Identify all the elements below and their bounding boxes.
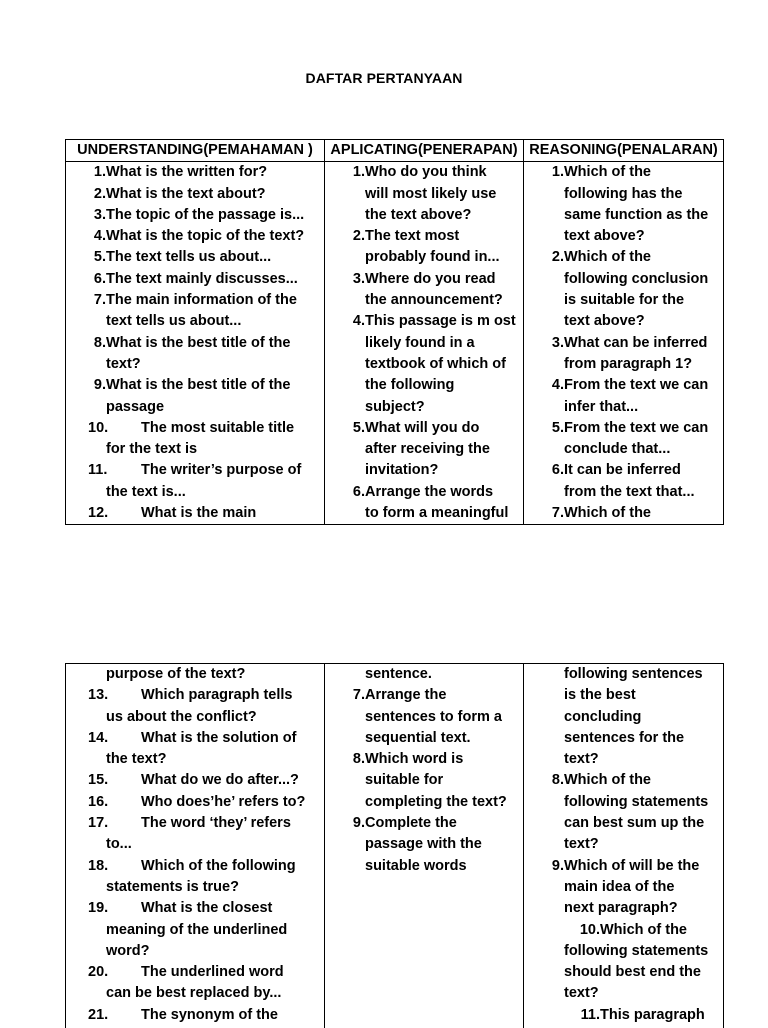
item-number: 17. (88, 813, 141, 834)
list-item (524, 333, 723, 376)
item-number: 10. (88, 418, 141, 439)
item-number: 4. (325, 311, 365, 417)
item-text: The synonym of the (141, 1007, 278, 1023)
item-number: 11. (540, 1005, 600, 1026)
item-number: 11. (88, 460, 141, 481)
item-text: The text tells us about... (106, 247, 324, 268)
item-number: 5. (325, 418, 365, 482)
item-text-continued: following statements (540, 941, 723, 962)
list-item (66, 685, 324, 728)
list-item (325, 482, 523, 525)
item-number: 1. (524, 162, 564, 247)
item-text: Which of the (564, 503, 723, 524)
item-number: 4. (66, 226, 106, 247)
list-item (325, 749, 523, 813)
understanding-cell (66, 162, 325, 525)
list-item (66, 226, 324, 247)
item-text-continued: for the text is (88, 439, 324, 460)
list-item (66, 460, 324, 503)
item-text: What is the main (141, 505, 256, 521)
list-item (524, 920, 723, 1005)
item-text-continued: the text? (88, 749, 324, 770)
list-item (66, 813, 324, 856)
list-item (66, 205, 324, 226)
item-text: The main information of the text tells us about... (106, 290, 324, 333)
item-number: 7. (325, 685, 365, 749)
reasoning-cell (524, 162, 724, 525)
item-text: What is the solution of (141, 730, 296, 746)
item-number: 2. (325, 226, 365, 269)
header-applicating: APLICATING(PENERAPAN) (325, 140, 524, 162)
item-text: Which of the following conclusion is suitable for the text above? (564, 247, 723, 332)
item-number: 2. (524, 247, 564, 332)
list-item (524, 503, 723, 524)
item-number: 5. (524, 418, 564, 461)
applicating-list (325, 162, 523, 524)
list-item (524, 418, 723, 461)
questions-table-part-1 (65, 139, 724, 525)
item-number: 7. (66, 290, 106, 333)
item-text: From the text we can conclude that... (564, 418, 723, 461)
item-text: The topic of the passage is... (106, 205, 324, 226)
table-row (66, 162, 724, 525)
item-number: 6. (325, 482, 365, 525)
item-text: The text mainly discusses... (106, 269, 324, 290)
list-item (66, 728, 324, 771)
list-item (325, 269, 523, 312)
list-item-continuation: purpose of the text? (66, 664, 324, 685)
item-number: 8. (524, 770, 564, 855)
list-item (66, 375, 324, 418)
item-number: 3. (66, 205, 106, 226)
item-text: The writer’s purpose of (141, 462, 301, 478)
list-item (66, 184, 324, 205)
item-text: What is the best title of the text? (106, 333, 324, 376)
item-text: Which of will be the main idea of the next paragraph? (564, 856, 723, 920)
item-text: Which word is suitable for completing the text? (365, 749, 523, 813)
list-item (66, 770, 324, 791)
list-item (66, 1005, 324, 1026)
item-text: The word ‘they’ refers (141, 815, 291, 831)
item-number: 3. (325, 269, 365, 312)
item-text-continued: can be best replaced by... (88, 983, 324, 1004)
item-text: What can be inferred from paragraph 1? (564, 333, 723, 376)
list-item (325, 418, 523, 482)
list-item (325, 162, 523, 226)
list-item (66, 856, 324, 899)
item-text-continued: statements is true? (88, 877, 324, 898)
item-text: It can be inferred from the text that... (564, 460, 723, 503)
list-item (524, 770, 723, 855)
item-number: 1. (325, 162, 365, 226)
item-number: 16. (88, 792, 141, 813)
item-text: Which of the following (141, 858, 296, 874)
reasoning-list (524, 770, 723, 1026)
list-item (66, 418, 324, 461)
item-text: Which of the following statements can best sum up the text? (564, 770, 723, 855)
item-text: What is the closest (141, 900, 272, 916)
table-row (66, 664, 724, 1028)
item-text: Where do you read the announcement? (365, 269, 523, 312)
item-text: Arrange the sentences to form a sequential text. (365, 685, 523, 749)
reasoning-list (524, 162, 723, 524)
item-text: This paragraph (600, 1007, 705, 1023)
applicating-cell (325, 664, 524, 1028)
item-number: 12. (88, 503, 141, 524)
item-text: What is the topic of the text? (106, 226, 324, 247)
list-item (66, 962, 324, 1005)
understanding-list (66, 685, 324, 1026)
item-text: What will you do after receiving the invitation? (365, 418, 523, 482)
list-item (66, 290, 324, 333)
item-text-continued: the text is... (88, 482, 324, 503)
item-number: 9. (325, 813, 365, 877)
item-number: 3. (524, 333, 564, 376)
item-text: What is the best title of the passage (106, 375, 324, 418)
item-text: Which of the (600, 922, 687, 938)
item-number: 7. (524, 503, 564, 524)
list-item (524, 247, 723, 332)
item-text: What is the text about? (106, 184, 324, 205)
item-text-continued: should best end the (540, 962, 723, 983)
item-text: Arrange the words to form a meaningful (365, 482, 523, 525)
item-text: What do we do after...? (141, 772, 299, 788)
list-item (524, 460, 723, 503)
understanding-cell (66, 664, 325, 1028)
applicating-list (325, 685, 523, 877)
list-item (66, 898, 324, 962)
list-item (524, 162, 723, 247)
item-number: 13. (88, 685, 141, 706)
item-number: 6. (66, 269, 106, 290)
header-reasoning: REASONING(PENALARAN) (524, 140, 724, 162)
item-number: 18. (88, 856, 141, 877)
item-number: 2. (66, 184, 106, 205)
list-item (325, 226, 523, 269)
item-number: 8. (325, 749, 365, 813)
item-number: 9. (66, 375, 106, 418)
item-text: The underlined word (141, 964, 284, 980)
list-item (524, 375, 723, 418)
item-text: The text most probably found in... (365, 226, 523, 269)
item-text: Who does’he’ refers to? (141, 794, 305, 810)
page-title: DAFTAR PERTANYAAN (0, 70, 768, 86)
item-number: 10. (540, 920, 600, 941)
item-text: Which of the following has the same function as the text above? (564, 162, 723, 247)
item-text-continued: word? (88, 941, 324, 962)
table-header-row (66, 140, 724, 162)
understanding-list (66, 162, 324, 524)
item-text: The most suitable title (141, 420, 294, 436)
item-text: This passage is m ost likely found in a textbook of which of the following subject? (365, 311, 523, 417)
item-number: 21. (88, 1005, 141, 1026)
header-understanding: UNDERSTANDING(PEMAHAMAN ) (66, 140, 325, 162)
list-item (524, 856, 723, 920)
reasoning-cell (524, 664, 724, 1028)
item-number: 9. (524, 856, 564, 920)
list-item-continuation: following sentences is the best concluding sentences for the text? (524, 664, 723, 770)
item-text: What is the written for? (106, 162, 324, 183)
item-number: 19. (88, 898, 141, 919)
list-item (66, 792, 324, 813)
list-item-continuation: sentence. (325, 664, 523, 685)
item-number: 20. (88, 962, 141, 983)
item-number: 4. (524, 375, 564, 418)
list-item (66, 503, 324, 524)
item-text-continued: to... (88, 834, 324, 855)
item-text-continued: us about the conflict? (88, 707, 324, 728)
item-text: Who do you think will most likely use the text above? (365, 162, 523, 226)
item-text-continued: meaning of the underlined (88, 920, 324, 941)
item-text-continued: text? (540, 983, 723, 1004)
list-item (325, 311, 523, 417)
list-item (325, 813, 523, 877)
questions-table-part-2 (65, 663, 724, 1028)
item-number: 6. (524, 460, 564, 503)
list-item (325, 685, 523, 749)
item-text: Complete the passage with the suitable words (365, 813, 523, 877)
applicating-cell (325, 162, 524, 525)
item-number: 14. (88, 728, 141, 749)
list-item (66, 162, 324, 183)
list-item (524, 1005, 723, 1026)
item-number: 1. (66, 162, 106, 183)
list-item (66, 247, 324, 268)
item-number: 5. (66, 247, 106, 268)
list-item (66, 333, 324, 376)
item-number: 15. (88, 770, 141, 791)
item-text: Which paragraph tells (141, 687, 292, 703)
item-text: From the text we can infer that... (564, 375, 723, 418)
item-number: 8. (66, 333, 106, 376)
list-item (66, 269, 324, 290)
